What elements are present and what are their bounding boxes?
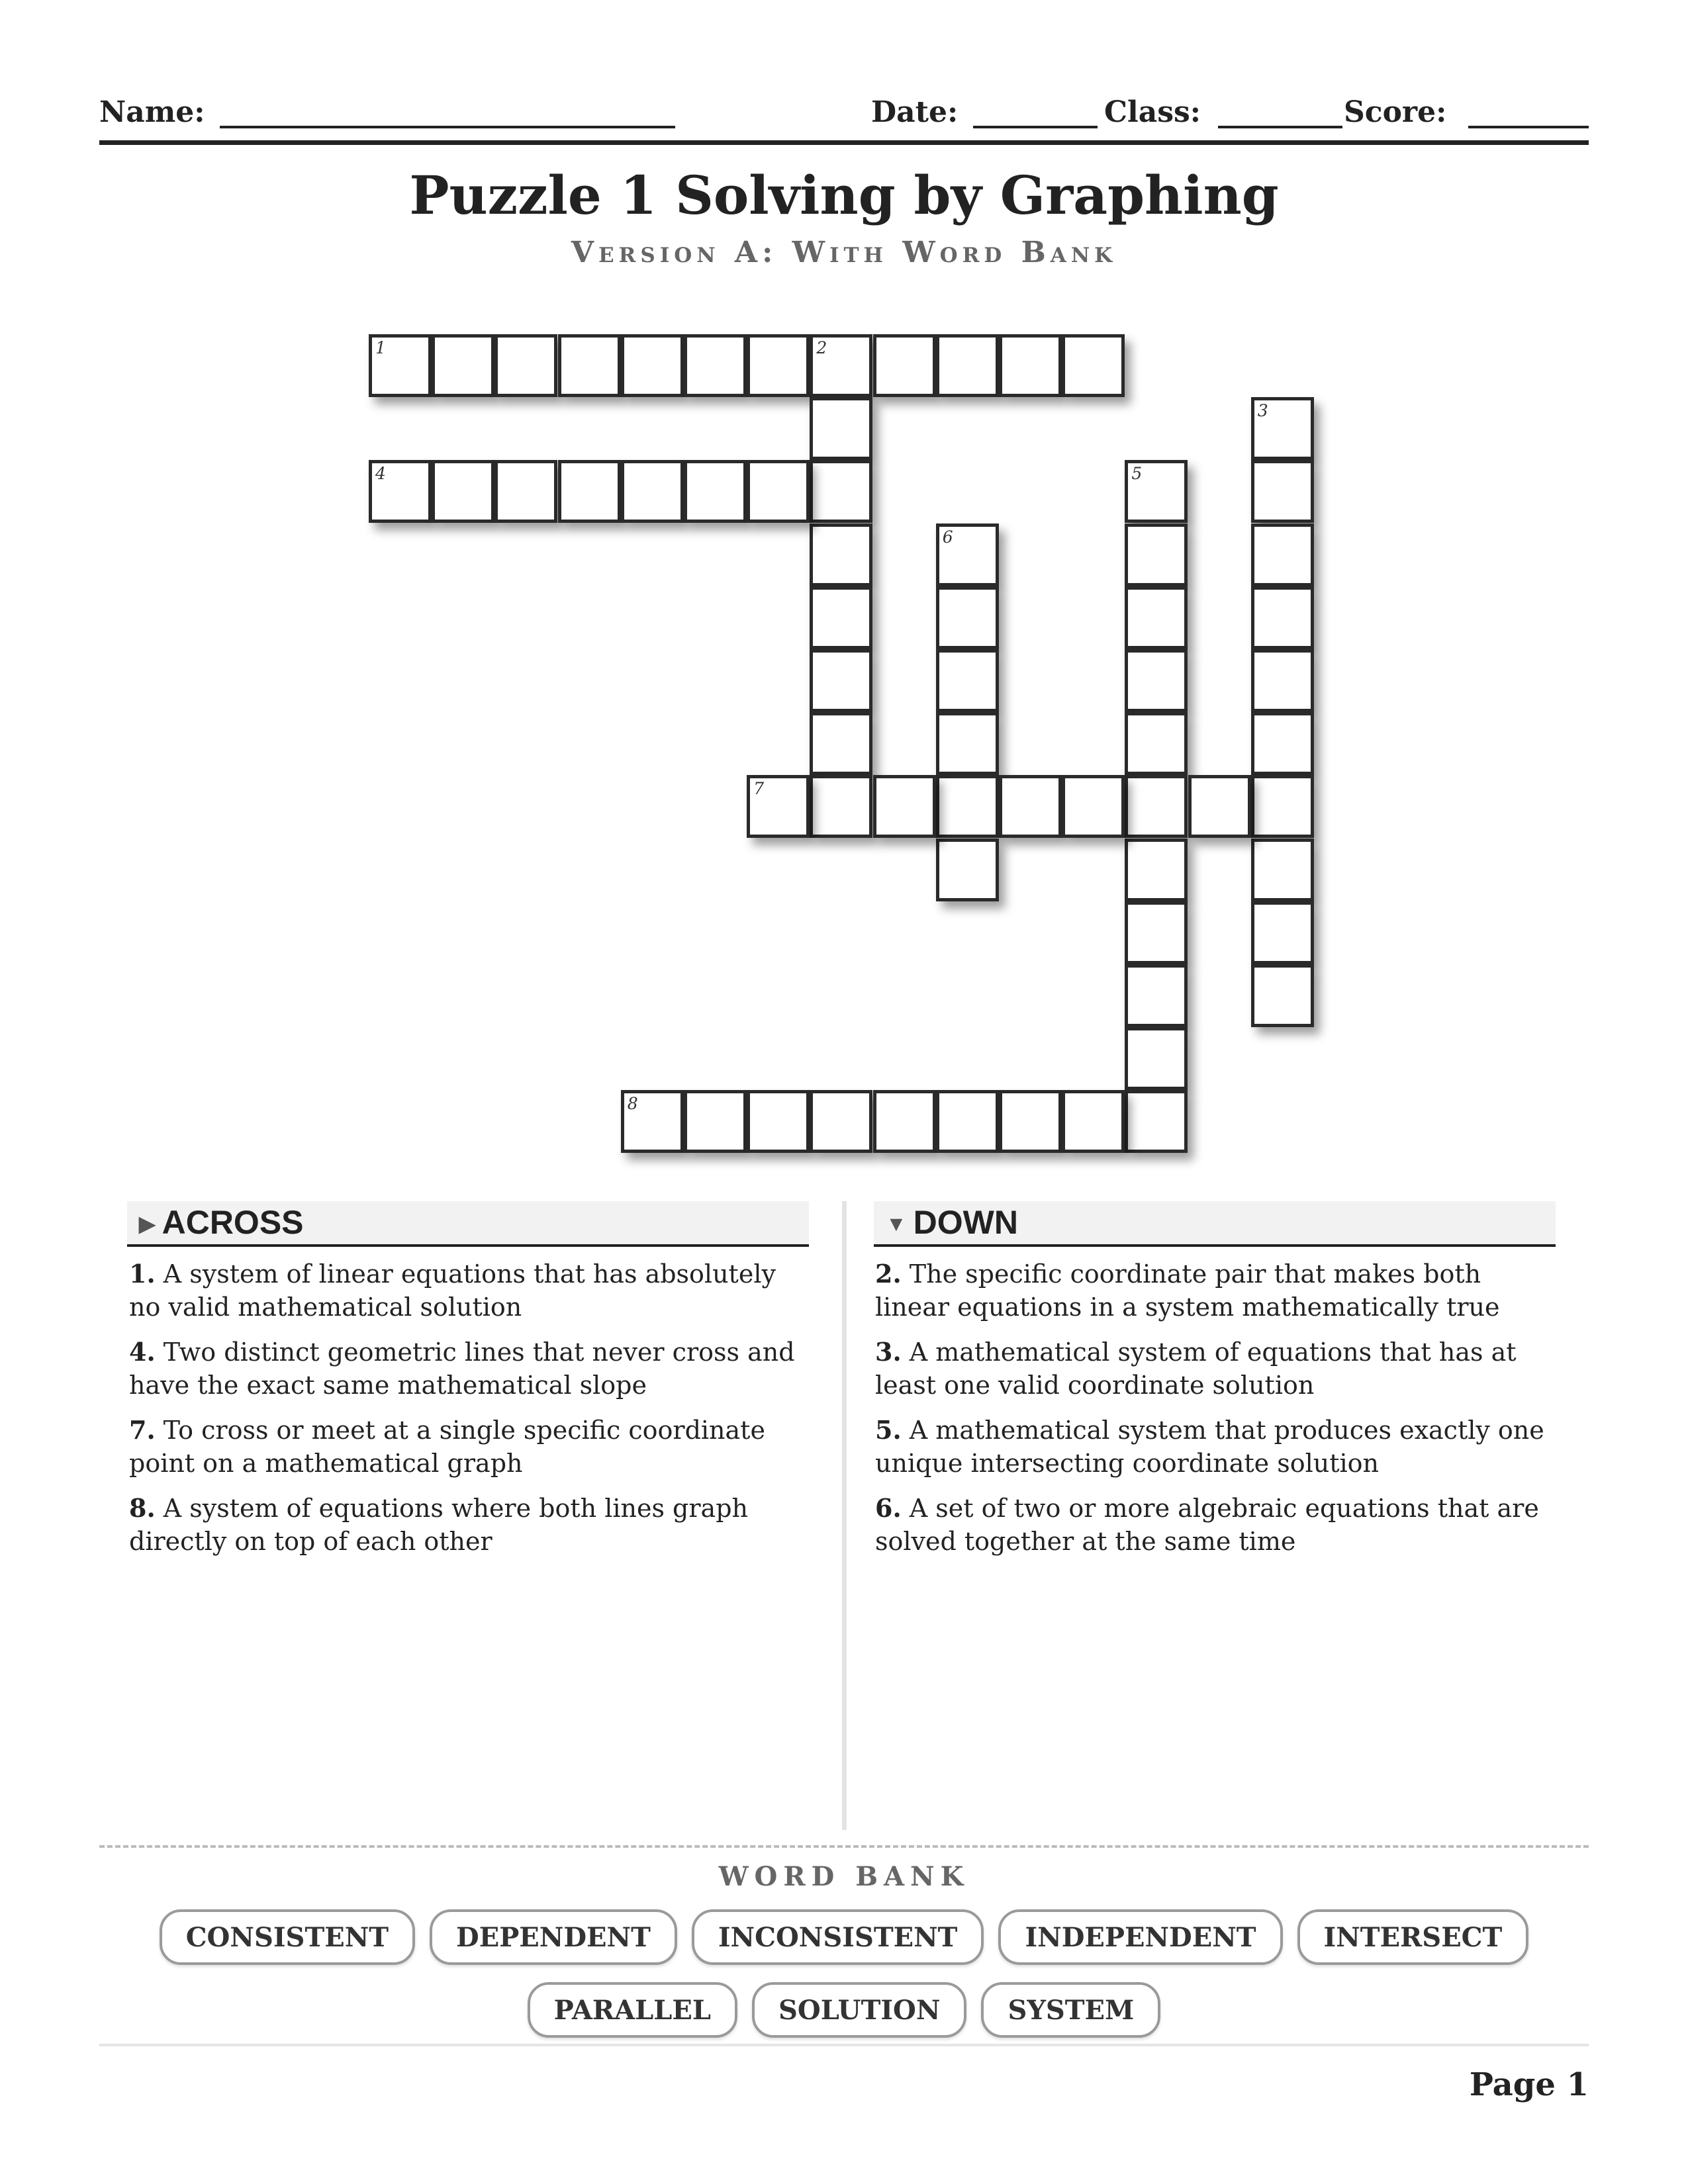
play-arrow-icon: ▶ xyxy=(139,1212,156,1236)
score-label: Score: xyxy=(1344,95,1447,129)
crossword-cell[interactable] xyxy=(1125,460,1188,523)
crossword-cell[interactable] xyxy=(810,775,872,838)
clue-text: Two distinct geometric lines that never cross and have the exact same mathematical slope xyxy=(129,1338,795,1400)
crossword-cell[interactable] xyxy=(936,649,999,712)
class-label: Class: xyxy=(1104,95,1201,129)
crossword-cell[interactable] xyxy=(810,460,872,523)
cell-number: 6 xyxy=(942,527,953,547)
crossword-cell[interactable] xyxy=(1251,775,1314,838)
clue-number: 3. xyxy=(875,1337,902,1367)
crossword-cell[interactable] xyxy=(369,460,432,523)
clue-down-5 xyxy=(875,1414,1557,1480)
clue-text: A system of linear equations that has absolutely no valid mathematical solution xyxy=(129,1259,776,1322)
cell-number: 8 xyxy=(627,1094,638,1114)
crossword-cell[interactable] xyxy=(936,523,999,586)
crossword-cell[interactable] xyxy=(1251,523,1314,586)
clue-number: 2. xyxy=(875,1259,902,1289)
crossword-cell[interactable] xyxy=(936,586,999,649)
word-bank-title: WORD BANK xyxy=(718,1861,970,1892)
clue-number: 4. xyxy=(129,1337,156,1367)
crossword-cell[interactable] xyxy=(369,334,432,397)
crossword-cell[interactable] xyxy=(810,334,872,397)
word-bank-separator xyxy=(99,1845,1589,1848)
crossword-cell[interactable] xyxy=(1251,901,1314,964)
crossword-cell[interactable] xyxy=(1125,1027,1188,1090)
name-label: Name: xyxy=(99,95,205,129)
crossword-cell[interactable] xyxy=(1125,523,1188,586)
clue-number: 1. xyxy=(129,1259,156,1289)
clue-across-8 xyxy=(129,1492,811,1558)
crossword-cell[interactable] xyxy=(494,334,557,397)
crossword-cell[interactable] xyxy=(1125,649,1188,712)
crossword-cell[interactable] xyxy=(936,334,999,397)
cell-number: 1 xyxy=(375,338,386,357)
crossword-cell[interactable] xyxy=(1251,586,1314,649)
clue-down-3 xyxy=(875,1336,1557,1402)
clue-text: To cross or meet at a single specific coordinate point on a mathematical graph xyxy=(129,1416,765,1478)
crossword-cell[interactable] xyxy=(621,1090,684,1153)
crossword-cell[interactable] xyxy=(747,775,810,838)
across-heading xyxy=(127,1201,809,1247)
crossword-cell[interactable] xyxy=(1062,1090,1125,1153)
crossword-cell[interactable] xyxy=(873,775,936,838)
crossword-cell[interactable] xyxy=(1125,964,1188,1027)
page-number: Page 1 xyxy=(1469,2066,1589,2103)
clue-across-1 xyxy=(129,1257,811,1324)
clue-text: A mathematical system that produces exactly one unique intersecting coordinate solution xyxy=(875,1416,1544,1478)
crossword-cell[interactable] xyxy=(810,1090,872,1153)
word-bank-item: PARALLEL xyxy=(528,1982,737,2038)
crossword-cell[interactable] xyxy=(1125,839,1188,901)
crossword-cell[interactable] xyxy=(810,649,872,712)
crossword-cell[interactable] xyxy=(873,1090,936,1153)
crossword-cell[interactable] xyxy=(1251,839,1314,901)
cell-number: 3 xyxy=(1257,401,1268,421)
crossword-cell[interactable] xyxy=(684,460,747,523)
clue-text: A set of two or more algebraic equations that are solved together at the same time xyxy=(875,1494,1539,1556)
crossword-cell[interactable] xyxy=(432,334,494,397)
cell-number: 7 xyxy=(753,779,765,799)
word-bank-item: DEPENDENT xyxy=(430,1909,677,1965)
footer-rule xyxy=(99,2044,1589,2046)
clue-across-4 xyxy=(129,1336,811,1402)
crossword-cell[interactable] xyxy=(1188,775,1251,838)
down-heading-label: DOWN xyxy=(913,1204,1018,1241)
crossword-cell[interactable] xyxy=(810,586,872,649)
crossword-cell[interactable] xyxy=(747,1090,810,1153)
crossword-cell[interactable] xyxy=(1062,334,1125,397)
clue-text: A mathematical system of equations that has at least one valid coordinate solution xyxy=(875,1338,1517,1400)
cell-number: 4 xyxy=(375,464,386,484)
word-bank-item: INDEPENDENT xyxy=(998,1909,1282,1965)
word-bank-item: INCONSISTENT xyxy=(692,1909,984,1965)
crossword-cell[interactable] xyxy=(810,397,872,460)
word-bank-item: SOLUTION xyxy=(752,1982,966,2038)
crossword-cell[interactable] xyxy=(747,334,810,397)
crossword-cell[interactable] xyxy=(936,712,999,775)
across-clue-list xyxy=(129,1257,811,1570)
crossword-cell[interactable] xyxy=(684,334,747,397)
cell-number: 2 xyxy=(816,338,827,357)
crossword-cell[interactable] xyxy=(684,1090,747,1153)
column-divider xyxy=(842,1201,847,1830)
crossword-cell[interactable] xyxy=(1125,712,1188,775)
crossword-cell[interactable] xyxy=(1251,712,1314,775)
word-bank-item: CONSISTENT xyxy=(160,1909,415,1965)
crossword-cell[interactable] xyxy=(1251,649,1314,712)
clue-down-2 xyxy=(875,1257,1557,1324)
down-arrow-icon: ▼ xyxy=(886,1212,907,1236)
crossword-cell[interactable] xyxy=(621,334,684,397)
crossword-cell[interactable] xyxy=(432,460,494,523)
puzzle-title: Puzzle 1 Solving by Graphing xyxy=(409,164,1279,226)
crossword-cell[interactable] xyxy=(1125,901,1188,964)
across-heading-label: ACROSS xyxy=(162,1204,304,1241)
crossword-cell[interactable] xyxy=(999,334,1062,397)
crossword-cell[interactable] xyxy=(1125,1090,1188,1153)
cell-number: 5 xyxy=(1131,464,1143,484)
crossword-cell[interactable] xyxy=(558,334,621,397)
clue-number: 8. xyxy=(129,1493,156,1523)
crossword-cell[interactable] xyxy=(999,1090,1062,1153)
crossword-cell[interactable] xyxy=(936,839,999,901)
crossword-cell[interactable] xyxy=(494,460,557,523)
crossword-cell[interactable] xyxy=(873,334,936,397)
crossword-cell[interactable] xyxy=(558,460,621,523)
crossword-cell[interactable] xyxy=(1251,460,1314,523)
word-bank-row-1 xyxy=(0,1909,1688,1965)
clue-down-6 xyxy=(875,1492,1557,1558)
crossword-cell[interactable] xyxy=(1251,397,1314,460)
puzzle-subtitle: Version A: With Word Bank xyxy=(571,236,1117,269)
word-bank-item: INTERSECT xyxy=(1297,1909,1529,1965)
crossword-cell[interactable] xyxy=(810,712,872,775)
crossword-cell[interactable] xyxy=(936,1090,999,1153)
down-heading xyxy=(874,1201,1556,1247)
crossword-cell[interactable] xyxy=(999,775,1062,838)
clue-text: The specific coordinate pair that makes both linear equations in a system mathematically true xyxy=(875,1259,1500,1322)
crossword-cell[interactable] xyxy=(810,523,872,586)
clue-number: 5. xyxy=(875,1415,902,1445)
crossword-cell[interactable] xyxy=(1125,775,1188,838)
crossword-cell[interactable] xyxy=(936,775,999,838)
crossword-cell[interactable] xyxy=(621,460,684,523)
clue-across-7 xyxy=(129,1414,811,1480)
clue-number: 7. xyxy=(129,1415,156,1445)
word-bank-item: SYSTEM xyxy=(981,1982,1160,2038)
clue-number: 6. xyxy=(875,1493,902,1523)
crossword-cell[interactable] xyxy=(1125,586,1188,649)
word-bank-row-2 xyxy=(0,1982,1688,2038)
down-clue-list xyxy=(875,1257,1557,1570)
crossword-cell[interactable] xyxy=(1062,775,1125,838)
clue-text: A system of equations where both lines graph directly on top of each other xyxy=(129,1494,748,1556)
date-label: Date: xyxy=(871,95,959,129)
crossword-cell[interactable] xyxy=(1251,964,1314,1027)
crossword-cell[interactable] xyxy=(747,460,810,523)
